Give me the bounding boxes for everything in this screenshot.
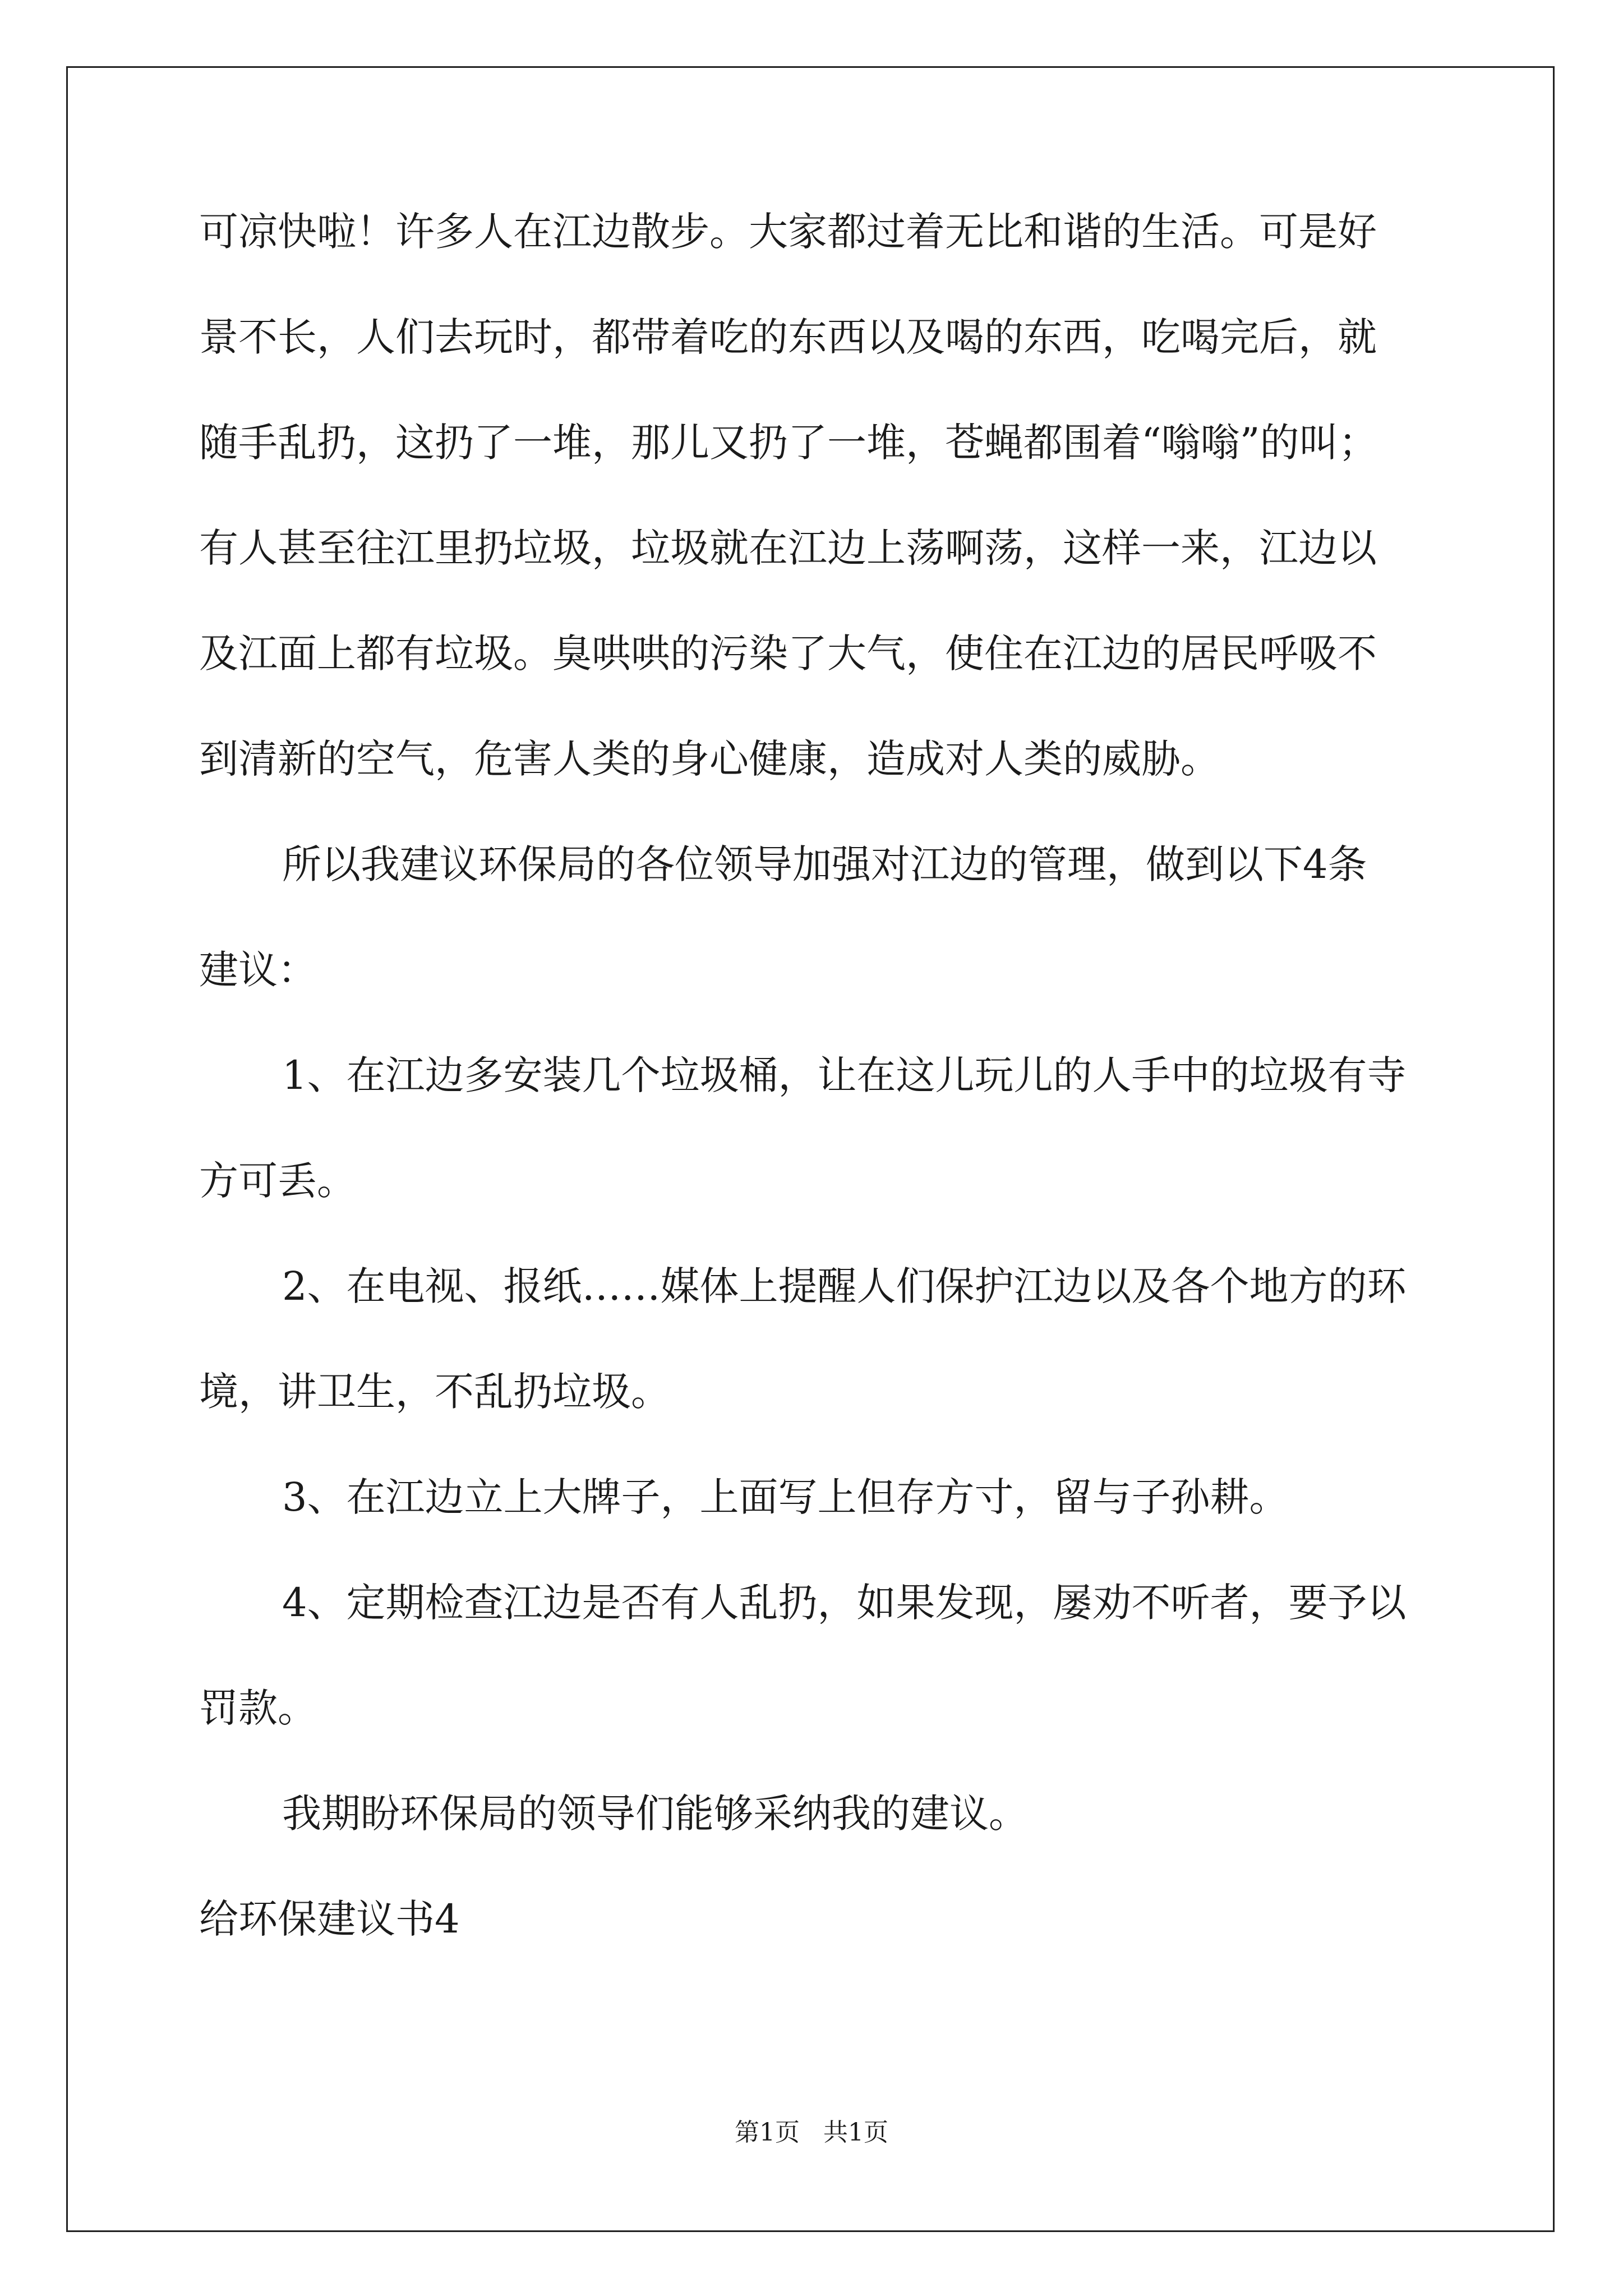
- paragraph-1-line-5: 及江面上都有垃圾。臭哄哄的污染了大气，使住在江边的居民呼吸不: [199, 631, 1377, 677]
- suggestion-2-line-1: 2、在电视、报纸……媒体上提醒人们保护江边以及各个地方的环: [282, 1263, 1407, 1309]
- paragraph-2-line-1: 所以我建议环保局的各位领导加强对江边的管理，做到以下4条: [282, 841, 1367, 887]
- page-footer: 第1页 共1页: [735, 2118, 888, 2147]
- suggestion-4-line-1: 4、定期检查江边是否有人乱扔，如果发现，屡劝不听者，要予以: [282, 1580, 1407, 1626]
- suggestion-4-line-2: 罚款。: [199, 1685, 317, 1731]
- suggestion-2-line-2: 境，讲卫生，不乱扔垃圾。: [199, 1369, 670, 1415]
- paragraph-1-line-1: 可凉快啦！许多人在江边散步。大家都过着无比和谐的生活。可是好: [199, 209, 1377, 255]
- suggestion-1-line-1: 1、在江边多安装几个垃圾桶，让在这儿玩儿的人手中的垃圾有寺: [282, 1052, 1407, 1098]
- paragraph-1-line-6: 到清新的空气，危害人类的身心健康，造成对人类的威胁。: [199, 736, 1220, 782]
- suggestion-3-line-1: 3、在江边立上大牌子，上面写上但存方寸，留与子孙耕。: [282, 1474, 1289, 1520]
- paragraph-1-line-3: 随手乱扔，这扔了一堆，那儿又扔了一堆，苍蝇都围着“嗡嗡”的叫；: [199, 420, 1378, 466]
- closing-line: 我期盼环保局的领导们能够采纳我的建议。: [282, 1791, 1028, 1837]
- paragraph-1-line-2: 景不长，人们去玩时，都带着吃的东西以及喝的东西，吃喝完后，就: [199, 314, 1377, 360]
- paragraph-1-line-4: 有人甚至往江里扔垃圾，垃圾就在江边上荡啊荡，这样一来，江边以: [199, 525, 1377, 571]
- paragraph-2-line-2: 建议：: [199, 947, 317, 993]
- next-section-heading: 给环保建议书4: [199, 1896, 460, 1942]
- suggestion-1-line-2: 方可丢。: [199, 1158, 356, 1204]
